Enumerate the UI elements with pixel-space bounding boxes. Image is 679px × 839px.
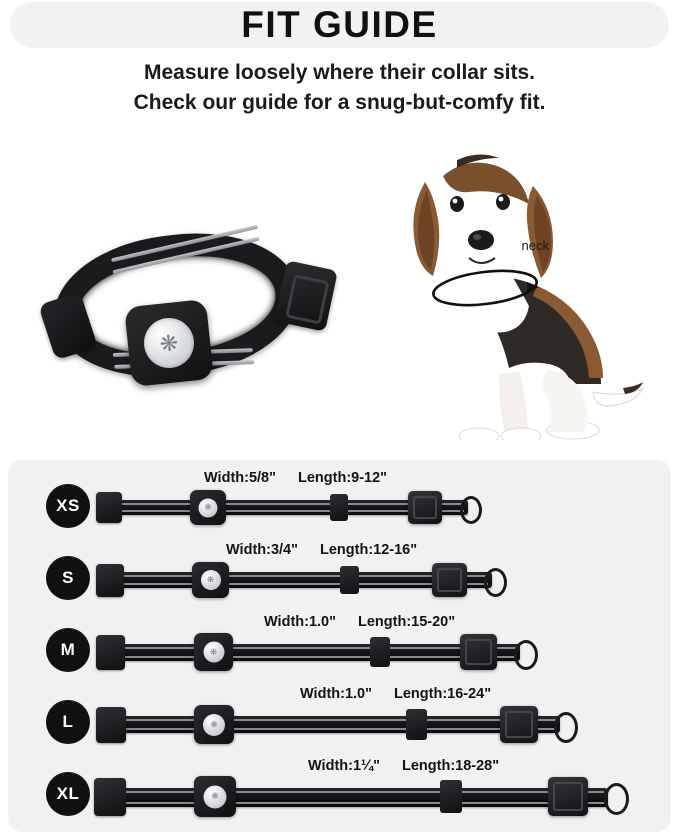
airtag-disc [203,714,225,736]
airtag-disc [203,642,224,663]
collar-slider [340,566,359,594]
collar-buckle [432,563,467,597]
size-badge: L [46,700,90,744]
collar-slider [406,709,427,740]
size-length: Length:9-12" [298,470,388,486]
reflective-stripe [111,225,258,263]
size-width: Width:3/4" [226,542,298,558]
size-length: Length:15-20" [358,614,456,630]
size-dimensions [226,542,417,558]
airtag-disc [142,316,197,371]
collar-clip [96,707,126,743]
collar-d-ring [554,712,578,743]
collar-slider [440,780,462,813]
airtag-holder [124,299,214,387]
reflective-stripe [113,237,260,275]
size-width: Width:1¼" [308,758,380,774]
collar-slider [330,494,348,521]
subtitle-line-1: Measure loosely where their collar sits. [144,61,535,84]
collar-clip [94,778,126,816]
collar-product-photo [40,225,340,395]
page-subtitle [0,58,679,118]
airtag-holder [194,776,236,817]
collar-buckle [548,777,588,816]
collar-buckle [274,260,338,331]
collar-strip [108,788,608,807]
collar-buckle [500,706,538,743]
table-row [8,614,671,686]
size-length: Length:12-16" [320,542,418,558]
collar-clip [96,635,125,670]
airtag-holder [194,633,233,671]
table-row [8,542,671,614]
size-dimensions [264,614,455,630]
collar-buckle [408,491,442,524]
size-length: Length:18-28" [402,758,500,774]
collar-clip [96,564,124,597]
airtag-disc [201,570,221,590]
page-title: FIT GUIDE [241,4,438,45]
beagle-illustration [361,130,661,440]
size-dimensions [300,686,491,702]
collar-d-ring [460,496,482,524]
size-badge: XL [46,772,90,816]
collar-d-ring [484,568,507,597]
collar-strip [108,716,560,733]
size-badge: XS [46,484,90,528]
subtitle-line-2: Check our guide for a snug-but-comfy fit. [133,91,546,114]
size-badge: M [46,628,90,672]
collar-slider [370,637,390,667]
size-dimensions [204,470,387,486]
neck-label: neck [521,238,549,253]
airtag-holder [194,705,234,744]
collar-buckle [460,634,497,670]
table-row [8,470,671,542]
collar-d-ring [514,640,538,670]
airtag-holder [192,562,229,598]
airtag-holder [190,490,226,525]
dog-photo [361,130,661,440]
table-row [8,686,671,758]
collar-strip [108,644,520,661]
size-width: Width:1.0" [300,686,372,702]
airtag-disc [199,498,218,517]
size-badge: S [46,556,90,600]
paw-icon: ❋ [158,330,180,357]
size-width: Width:1.0" [264,614,336,630]
airtag-disc [204,785,227,808]
hero-section [0,130,679,455]
size-dimensions [308,758,499,774]
size-width: Width:5/8" [204,470,276,486]
collar-d-ring [604,783,629,815]
size-length: Length:16-24" [394,686,492,702]
table-row [8,758,671,830]
size-chart-panel [8,460,671,832]
collar-clip [96,492,122,523]
